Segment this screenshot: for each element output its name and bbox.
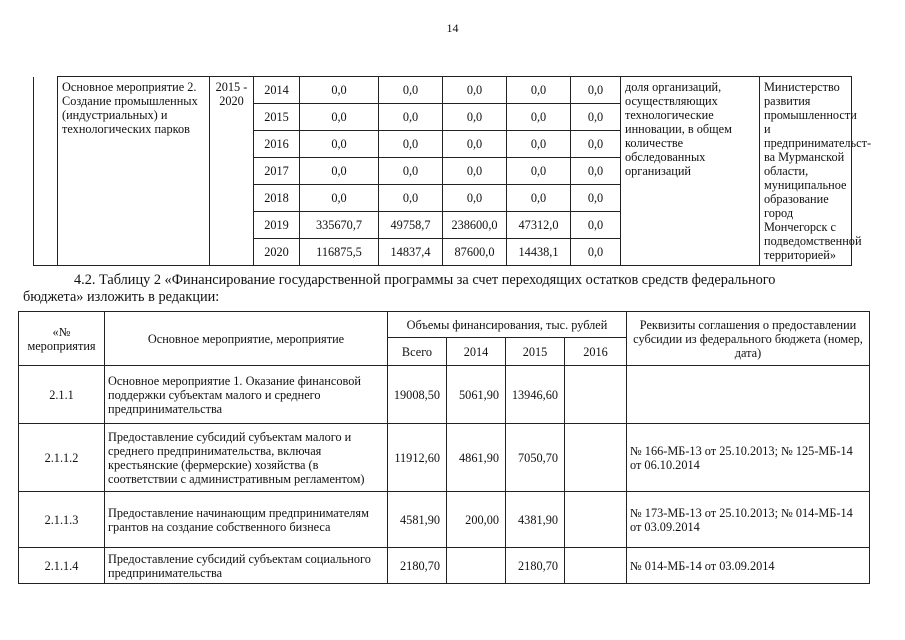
program-row: [34, 77, 852, 104]
value-cell: 0,0: [300, 77, 379, 104]
value-cell: 47312,0: [507, 212, 571, 239]
header-agreement: Реквизиты соглашения о предоставлении субсидии из федерального бюджета (номер, дата): [627, 312, 870, 366]
row-measure: Предоставление начинающим предпринимателям грантов на создание собственного бизнеса: [105, 492, 388, 548]
header-volumes: Объемы финансирования, тыс. рублей: [388, 312, 627, 338]
row-measure: Основное мероприятие 1. Оказание финансовой поддержки субъектам малого и среднего предпринимательства: [105, 366, 388, 424]
row-agreement: № 173-МБ-13 от 25.10.2013; № 014-МБ-14 от 03.09.2014: [627, 492, 870, 548]
value-cell: 0,0: [571, 104, 621, 131]
value-cell: 0,0: [571, 158, 621, 185]
value-cell: 49758,7: [379, 212, 443, 239]
row-number: 2.1.1.4: [19, 548, 105, 584]
row-agreement: [627, 366, 870, 424]
value-cell: 0,0: [300, 104, 379, 131]
paragraph-4-2: [23, 272, 864, 306]
row-total: 2180,70: [388, 548, 447, 584]
header-2015: 2015: [506, 338, 565, 366]
value-cell: 0,0: [379, 131, 443, 158]
row-2014: [447, 548, 506, 584]
row-number: 2.1.1.2: [19, 424, 105, 492]
row-number: 2.1.1.3: [19, 492, 105, 548]
row-agreement: № 014-МБ-14 от 03.09.2014: [627, 548, 870, 584]
year-cell: 2015: [254, 104, 300, 131]
empty-num-cell: [34, 77, 58, 266]
year-cell: 2018: [254, 185, 300, 212]
value-cell: 0,0: [507, 158, 571, 185]
value-cell: 0,0: [443, 104, 507, 131]
value-cell: 0,0: [443, 131, 507, 158]
value-cell: 116875,5: [300, 239, 379, 266]
value-cell: 335670,7: [300, 212, 379, 239]
value-cell: 0,0: [379, 77, 443, 104]
indicator-text: доля организаций, осуществляющих технологические инновации, в общем количестве обследованных организаций: [621, 77, 760, 266]
value-cell: 0,0: [379, 104, 443, 131]
value-cell: 0,0: [443, 185, 507, 212]
row-2015: 7050,70: [506, 424, 565, 492]
row-2016: [565, 366, 627, 424]
year-cell: 2016: [254, 131, 300, 158]
row-measure: Предоставление субсидий субъектам социального предпринимательства: [105, 548, 388, 584]
paragraph-line-2: бюджета» изложить в редакции:: [23, 289, 220, 305]
value-cell: 14837,4: [379, 239, 443, 266]
value-cell: 0,0: [507, 77, 571, 104]
year-cell: 2019: [254, 212, 300, 239]
value-cell: 0,0: [571, 131, 621, 158]
program-table-fragment: [33, 76, 872, 266]
financing-row: [19, 548, 870, 584]
value-cell: 87600,0: [443, 239, 507, 266]
row-total: 4581,90: [388, 492, 447, 548]
page-number: 14: [446, 21, 459, 35]
value-cell: 238600,0: [443, 212, 507, 239]
header-num: «№ мероприятия: [19, 312, 105, 366]
financing-row: [19, 424, 870, 492]
financing-table: [18, 311, 870, 584]
header-2014: 2014: [447, 338, 506, 366]
row-2016: [565, 424, 627, 492]
value-cell: 0,0: [571, 185, 621, 212]
value-cell: 0,0: [443, 158, 507, 185]
measure-period: 2015 - 2020: [210, 77, 254, 266]
value-cell: 0,0: [507, 104, 571, 131]
row-2015: 2180,70: [506, 548, 565, 584]
value-cell: 0,0: [300, 158, 379, 185]
value-cell: 0,0: [300, 131, 379, 158]
executor-text: Министерство развития промышленности и предпринимательст-ва Мурманской области, муниципальное образование город Мончегорск с подведомственной территорией»: [760, 77, 852, 266]
row-total: 19008,50: [388, 366, 447, 424]
value-cell: 0,0: [571, 239, 621, 266]
row-2016: [565, 548, 627, 584]
row-number: 2.1.1: [19, 366, 105, 424]
year-cell: 2014: [254, 77, 300, 104]
header-total: Всего: [388, 338, 447, 366]
row-total: 11912,60: [388, 424, 447, 492]
value-cell: 0,0: [300, 185, 379, 212]
row-2014: 200,00: [447, 492, 506, 548]
value-cell: 0,0: [443, 77, 507, 104]
value-cell: 14438,1: [507, 239, 571, 266]
row-measure: Предоставление субсидий субъектам малого и среднего предпринимательства, включая крестьянские (фермерские) хозяйства (в соответствии с административным регламентом): [105, 424, 388, 492]
year-cell: 2020: [254, 239, 300, 266]
header-2016: 2016: [565, 338, 627, 366]
value-cell: 0,0: [571, 212, 621, 239]
measure-name: Основное мероприятие 2. Создание промышленных (индустриальных) и технологических парков: [58, 77, 210, 266]
value-cell: 0,0: [507, 131, 571, 158]
paragraph-line-1: 4.2. Таблицу 2 «Финансирование государственной программы за счет переходящих остатков средств федерального: [74, 272, 776, 288]
financing-row: [19, 366, 870, 424]
value-cell: 0,0: [571, 77, 621, 104]
row-agreement: № 166-МБ-13 от 25.10.2013; № 125-МБ-14 от 06.10.2014: [627, 424, 870, 492]
financing-row: [19, 492, 870, 548]
row-2016: [565, 492, 627, 548]
row-2015: 4381,90: [506, 492, 565, 548]
row-2014: 5061,90: [447, 366, 506, 424]
row-2015: 13946,60: [506, 366, 565, 424]
row-2014: 4861,90: [447, 424, 506, 492]
value-cell: 0,0: [379, 158, 443, 185]
value-cell: 0,0: [379, 185, 443, 212]
year-cell: 2017: [254, 158, 300, 185]
header-measure: Основное мероприятие, мероприятие: [105, 312, 388, 366]
value-cell: 0,0: [507, 185, 571, 212]
